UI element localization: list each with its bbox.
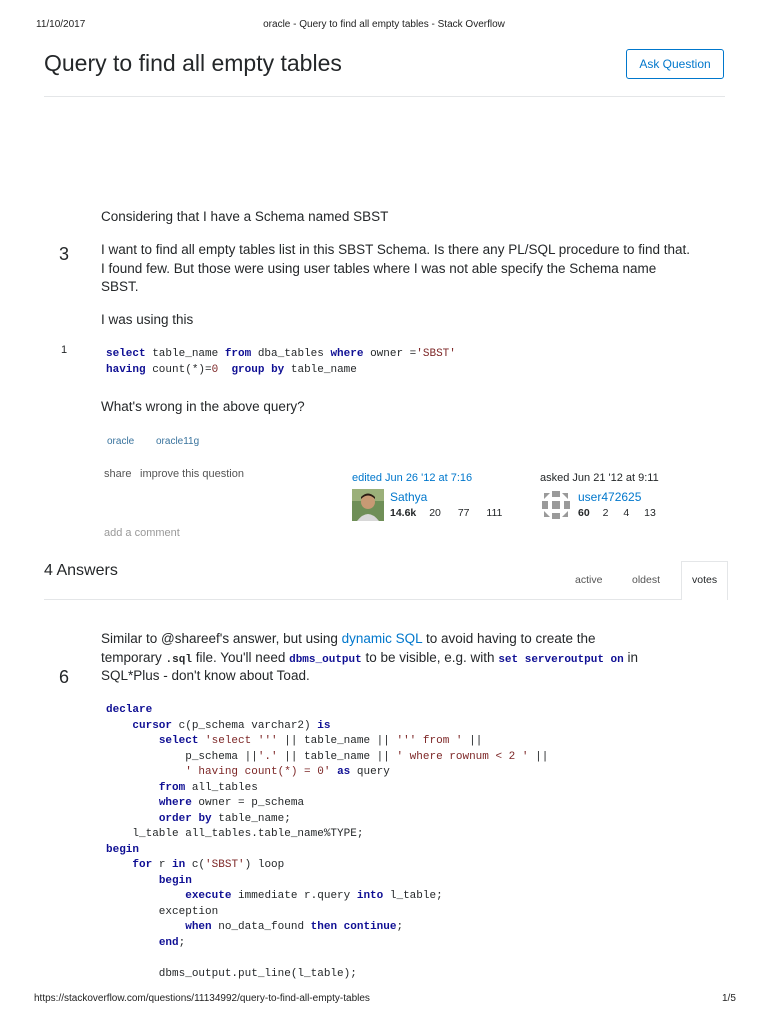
inline-code-serveroutput: set serveroutput on bbox=[498, 654, 624, 666]
question-para-2-line-1: I want to find all empty tables list in this SBST Schema. Is there any PL/SQL procedure to find that. bbox=[101, 242, 691, 257]
title-divider bbox=[44, 96, 725, 97]
editor-bronze-badges: 111 bbox=[486, 507, 503, 519]
tag-oracle11g[interactable]: oracle11g bbox=[156, 436, 200, 447]
asker-rep-score: 60 bbox=[578, 507, 590, 519]
edited-timestamp[interactable]: edited Jun 26 '12 at 7:16 bbox=[352, 472, 473, 484]
question-para-1: Considering that I have a Schema named SBST bbox=[101, 209, 389, 224]
answers-divider bbox=[44, 599, 681, 600]
question-code-block: select table_name from dba_tables where owner ='SBST' having count(*)=0 group by table_name bbox=[106, 348, 456, 376]
page-title[interactable]: Query to find all empty tables bbox=[44, 50, 342, 76]
asker-name[interactable]: user472625 bbox=[578, 490, 642, 504]
ask-question-button[interactable]: Ask Question bbox=[626, 49, 724, 79]
editor-avatar[interactable] bbox=[352, 489, 384, 521]
inline-code-dbms-output: dbms_output bbox=[289, 654, 362, 666]
answer-line-1 bbox=[101, 630, 596, 648]
editor-silver-badges: 77 bbox=[457, 507, 470, 519]
asker-bronze-badges: 13 bbox=[644, 507, 656, 519]
editor-name[interactable]: Sathya bbox=[390, 490, 428, 504]
asker-gold-badges: 2 bbox=[602, 507, 609, 519]
answer-text: to avoid having to create the bbox=[422, 631, 596, 646]
asker-reputation bbox=[578, 507, 656, 519]
print-page-number: 1/5 bbox=[722, 993, 736, 1004]
improve-question-link[interactable]: improve this question bbox=[140, 468, 244, 480]
print-title: oracle - Query to find all empty tables - Stack Overflow bbox=[263, 19, 505, 30]
answer-text: Similar to @shareef's answer, but using bbox=[101, 631, 342, 646]
tab-oldest[interactable]: oldest bbox=[632, 574, 661, 586]
tab-votes-box[interactable] bbox=[681, 561, 728, 600]
print-url: https://stackoverflow.com/questions/11134992/query-to-find-all-empty-tables bbox=[34, 993, 370, 1004]
inline-code-sql: .sql bbox=[165, 654, 192, 666]
add-comment-link[interactable]: add a comment bbox=[104, 527, 180, 539]
answer-line-3: SQL*Plus - don't know about Toad. bbox=[101, 668, 310, 683]
question-para-2-line-3: SBST. bbox=[101, 279, 139, 294]
answer-vote-count: 6 bbox=[59, 667, 70, 687]
print-date: 11/10/2017 bbox=[36, 19, 86, 30]
answer-text: file. You'll need bbox=[191, 650, 290, 665]
answer-text: temporary bbox=[101, 650, 166, 665]
tab-active[interactable]: active bbox=[575, 574, 603, 586]
tag-oracle[interactable]: oracle bbox=[107, 436, 135, 447]
dynamic-sql-link[interactable]: dynamic SQL bbox=[341, 631, 423, 646]
answer-line-2 bbox=[101, 649, 638, 669]
question-vote-count: 3 bbox=[59, 244, 70, 264]
answer-code-block: declare cursor c(p_schema varchar2) is select 'select ''' || table_name || ''' from ' || p_schema ||'.' || table_name || ' where rownum < 2 ' || ' having count(*) = 0' as query from all_tables where owner = p_schema order by table_name; l_table all_tables.table_name%TYPE; begin for r in c('SBST') loop begin execute immediate r.query into l_table; exception when no_data_found then continue; end; dbms_output.put_line(l_table); bbox=[106, 704, 549, 980]
answers-count: 4 Answers bbox=[44, 562, 118, 579]
asker-avatar[interactable] bbox=[540, 489, 572, 521]
question-para-2-line-2: I found few. But those were using user tables where I was not able specify the Schema name bbox=[101, 261, 657, 276]
editor-gold-badges: 20 bbox=[429, 507, 441, 519]
editor-rep-score: 14.6k bbox=[390, 507, 417, 519]
editor-reputation bbox=[390, 507, 502, 519]
answer-text: to be visible, e.g. with bbox=[361, 650, 499, 665]
share-link[interactable]: share bbox=[104, 468, 132, 480]
answer-text: in bbox=[623, 650, 638, 665]
favorite-count: 1 bbox=[61, 344, 68, 356]
question-para-4: What's wrong in the above query? bbox=[101, 399, 305, 414]
asked-timestamp: asked Jun 21 '12 at 9:11 bbox=[540, 472, 659, 484]
tab-votes[interactable]: votes bbox=[692, 574, 718, 586]
asker-silver-badges: 4 bbox=[623, 507, 630, 519]
question-para-3: I was using this bbox=[101, 312, 194, 327]
